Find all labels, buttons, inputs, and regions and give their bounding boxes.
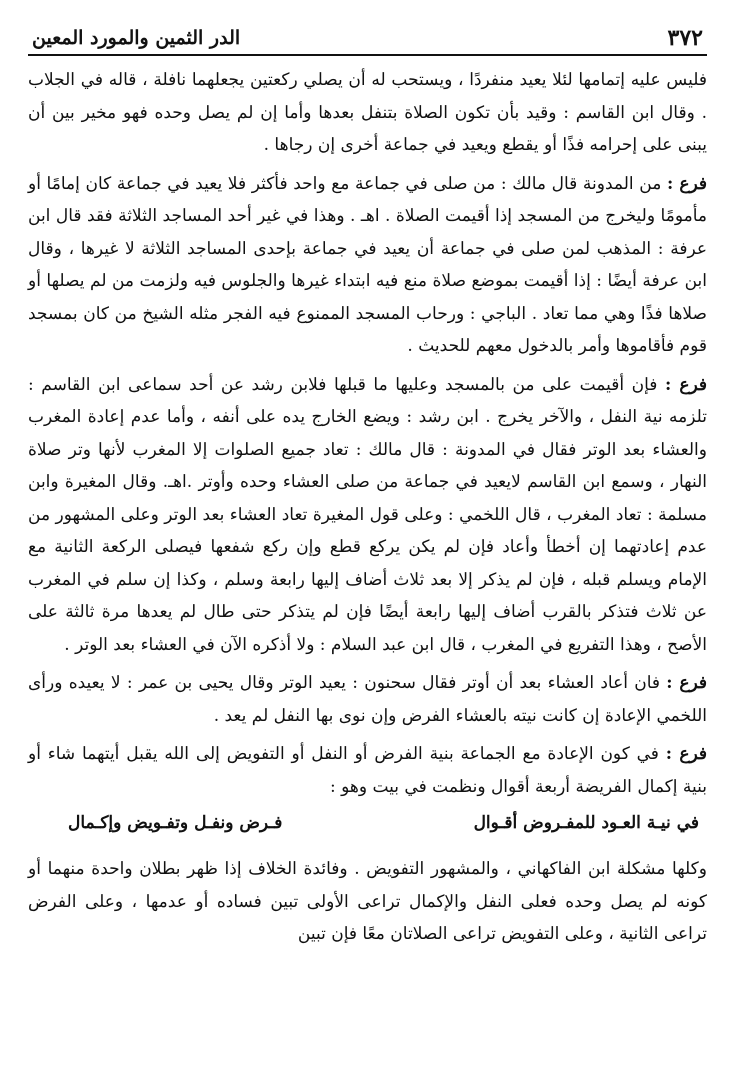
paragraph-5	[28, 738, 707, 803]
paragraph-6-text: وكلها مشكلة ابن الفاكهاني ، والمشهور التفويض . وفائدة الخلاف إذا ظهر بطلان واحدة منهما أو كونه لم يصل وحده فعلى النفل والإكمال تراعى الأولى تبين فساده أو عدمها ، وعلى الفرض تراعى الثانية ، وعلى التفويض تراعى الصلاتان معًا فإن تبين	[28, 859, 707, 944]
paragraph-1	[28, 64, 707, 162]
far-label: فرع :	[666, 673, 707, 693]
paragraph-1-text: فليس عليه إتمامها لئلا يعيد منفردًا ، ويستحب له أن يصلي ركعتين يجعلهما نافلة ، قاله في الجلاب . وقال ابن القاسم : وقيد بأن تكون الصلاة بتنفل بعدها وأما إن لم يصل وحده فهو مخير بين أن يبنى على إحرامه فذًا أو يقطع ويعيد في جماعة أخرى إن رجاها .	[28, 70, 707, 155]
paragraph-6	[28, 853, 707, 951]
paragraph-5-text: في كون الإعادة مع الجماعة بنية الفرض أو النفل أو التفويض إلى الله يقبل أيتهما شاء أو بنية إكمال الفريضة أربعة أقوال ونظمت في بيت وهو :	[28, 744, 707, 797]
verse-hemistich-second: فـرض ونفـل وتفـويض وإكـمال	[68, 813, 283, 833]
paragraph-4	[28, 667, 707, 732]
page-header	[28, 22, 707, 56]
paragraph-2-text: من المدونة قال مالك : من صلى في جماعة مع واحد فأكثر فلا يعيد في جماعة كان إمامًا أو مأمومًا وليخرج من المسجد إذا أقيمت الصلاة . اهـ . وهذا في غير أحد المساجد الثلاثة فقد قال ابن عرفة : المذهب لمن صلى في جماعة أن يعيد في جماعة بإحدى المساجد الثلاثة لا غيرها ، وقال ابن عرفة أيضًا : إذا أقيمت بموضع صلاة منع فيه ابتداء غيرها والجلوس فيه ولزمت من لم يصلها أو صلاها فذًا وهي مما تعاد . الباجي : ورحاب المسجد الممنوع فيه الفجر مثله الشيخ من كان بمسجد قوم فأقاموها وأمر بالدخول معهم للحديث .	[28, 173, 707, 356]
paragraph-3-text: فإن أقيمت على من بالمسجد وعليها ما قبلها فلابن رشد عن أحد سماعى ابن القاسم : تلزمه نية النفل ، والآخر يخرج . ابن رشد : ويضع الخارج يده على أنفه ، وأما عدم إعادة المغرب والعشاء بعد الوتر فقال في المدونة : قال مالك : تعاد جميع الصلوات إلا المغرب لأنها وتر صلاة النهار ، وسمع ابن القاسم لايعيد في جماعة من صلى العشاء وحده وأوتر .اهـ. وقال المغيرة وابن مسلمة : تعاد المغرب ، قال اللخمي : وعلى قول المغيرة تعاد العشاء بعد الوتر وعلى المشهور من عدم إعادتهما إن أخطأ وأعاد فإن لم يكن يركع قطع وإن ركع شفعها فيصلى الركعة الثانية مع الإمام ويسلم قبله ، فإن لم يذكر إلا بعد ثلاث أضاف إليها رابعة وسلم ، وكذا إن سلم في المغرب عن ثلاث فتذكر بالقرب أضاف إليها رابعة أيضًا فإن لم يتذكر حتى طال لم يعدها مرة ثالثة على الأصح ، وهذا التفريع في المغرب ، قال ابن عبد السلام : ولا أذكره الآن في العشاء بعد الوتر .	[28, 374, 707, 655]
far-label: فرع :	[665, 374, 707, 395]
far-label: فرع :	[666, 173, 708, 194]
running-title: الدر الثمين والمورد المعين	[32, 27, 241, 49]
page-number: ٣٧٢	[667, 25, 703, 51]
far-label: فرع :	[665, 744, 707, 764]
paragraph-4-text: فان أعاد العشاء بعد أن أوتر فقال سحنون : يعيد الوتر وقال يحيى بن عمر : لا يعيده ورأى اللخمي الإعادة إن كانت نيته بالعشاء الفرض وإن نوى بها النفل لم يعد .	[28, 673, 707, 726]
verse-line	[28, 803, 707, 843]
page-body	[28, 64, 707, 951]
paragraph-3	[28, 369, 707, 662]
verse-hemistich-first: في نيـة العـود للمفـروض أقـوال	[473, 813, 699, 833]
paragraph-2	[28, 168, 707, 363]
